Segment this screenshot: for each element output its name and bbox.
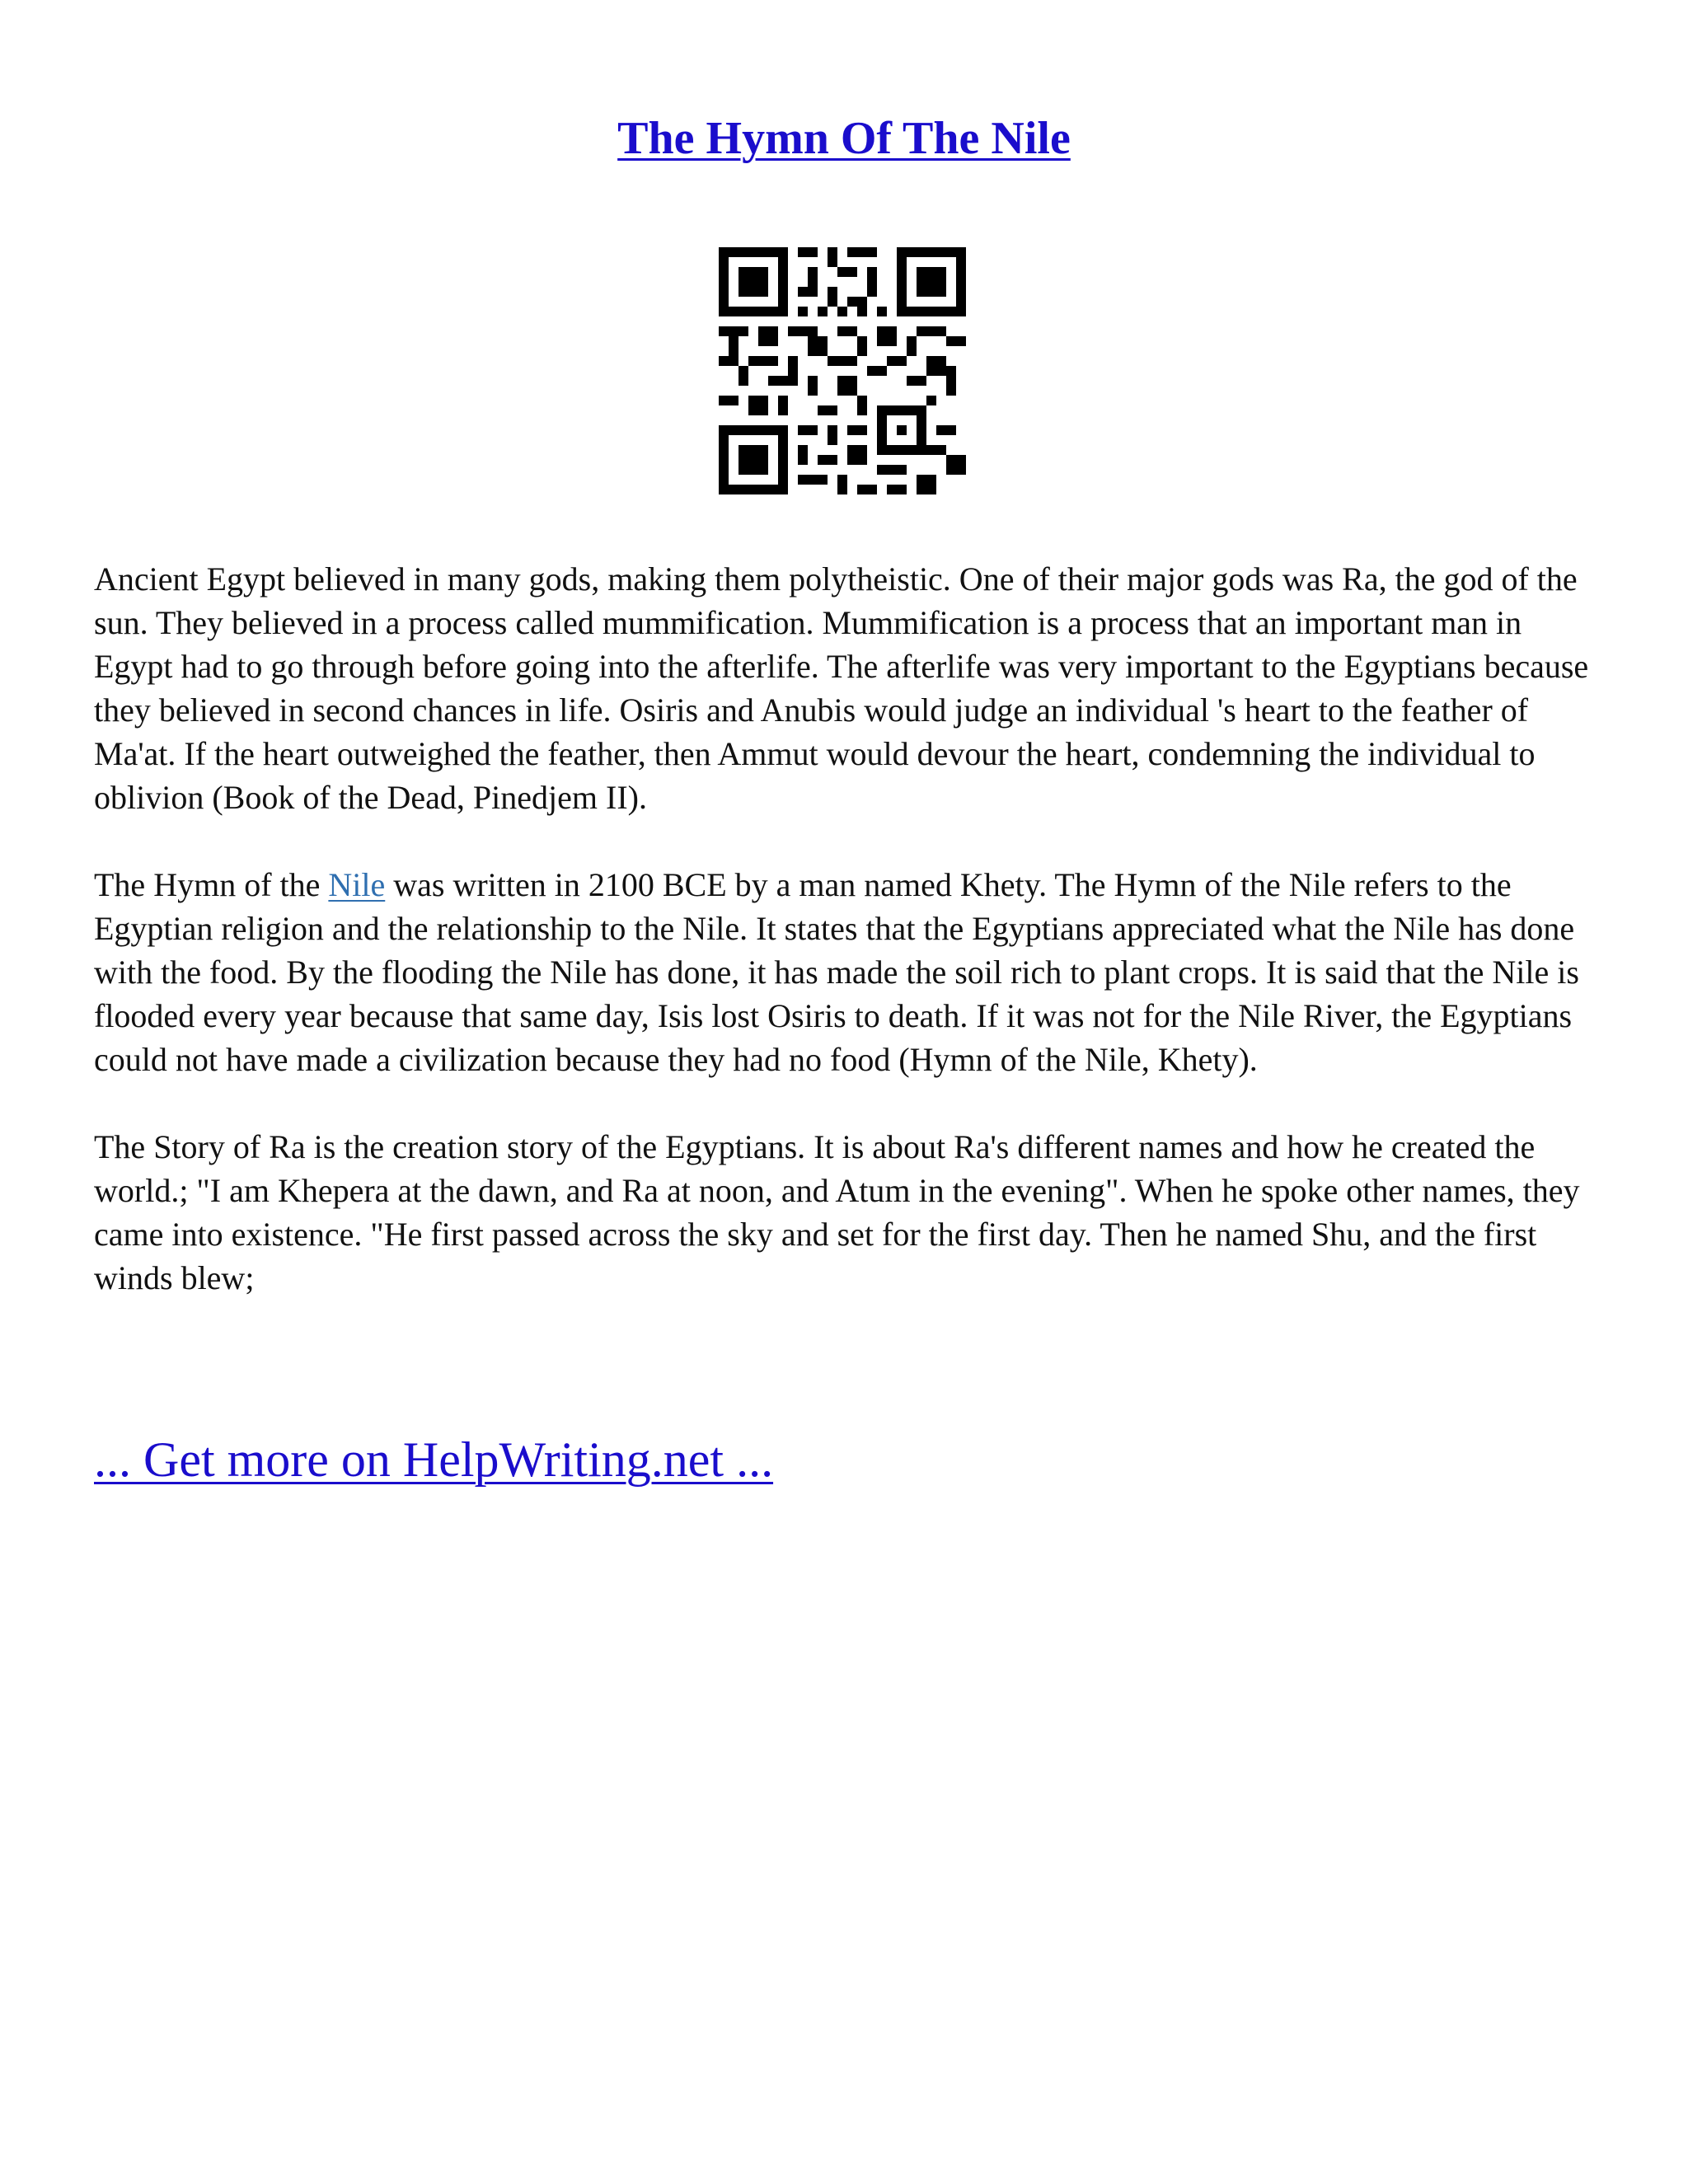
get-more-link[interactable]: ... Get more on HelpWriting.net ...	[94, 1432, 774, 1487]
qr-code-icon	[719, 247, 966, 494]
nile-link[interactable]: Nile	[328, 866, 386, 903]
paragraph-1: Ancient Egypt believed in many gods, making them polytheistic. One of their major gods was Ra, the god of the sun. They believed in a process called mummification. Mummification is a process that an important man in Egypt had to go through before going into the afterlife. The afterlife was very important to the Egyptians because they believed in second chances in life. Osiris and Anubis would judge an individual 's heart to the feather of Ma'at. If the heart outweighed the feather, then Ammut would devour the heart, condemning the individual to oblivion (Book of the Dead, Pinedjem II).	[94, 560, 1589, 816]
title-link[interactable]: The Hymn Of The Nile	[617, 113, 1071, 164]
article-body	[94, 557, 1599, 1343]
qr-code-graphic	[719, 247, 966, 494]
get-more-line	[94, 1432, 773, 1487]
paragraph-2-start: The Hymn of the	[94, 866, 329, 903]
page-title	[0, 114, 1688, 165]
paragraph-2	[94, 863, 1599, 1081]
paragraph-2-end: was written in 2100 BCE by a man named Khety. The Hymn of the Nile refers to the Egyptian religion and the relationship to the Nile. It states that the Egyptians appreciated what the Nile has done with the food. By the flooding the Nile has done, it has made the soil rich to plant crops. It is said that the Nile is flooded every year because that same day, Isis lost Osiris to death. If it was not for the Nile River, the Egyptians could not have made a civilization because they had no food (Hymn of the Nile, Khety).	[94, 866, 1579, 1078]
paragraph-3: The Story of Ra is the creation story of the Egyptians. It is about Ra's different names and how he created the world.; "I am Khepera at the dawn, and Ra at noon, and Atum in the evening". When he spoke other names, they came into existence. "He first passed across the sky and set for the first day. Then he named Shu, and the first winds blew;	[94, 1128, 1580, 1296]
